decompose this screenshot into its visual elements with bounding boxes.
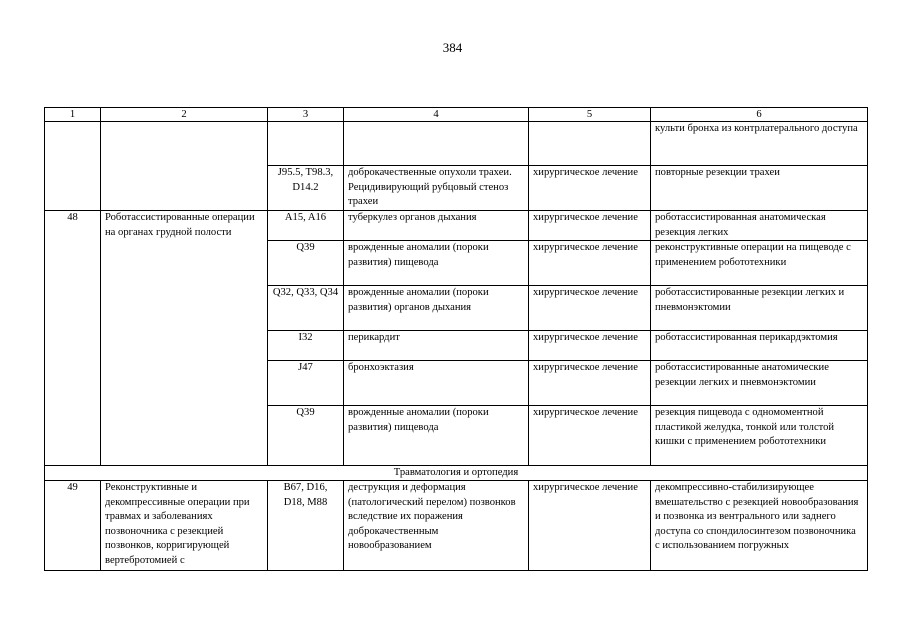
treatment-type-cell: хирургическое лечение: [529, 286, 651, 331]
diagnosis-cell: врожденные аномалии (пороки развития) пищевода: [344, 406, 529, 466]
method-cell: роботассистированные анатомические резекции легких и пневмонэктомии: [651, 361, 868, 406]
row-number-cell: 49: [45, 481, 101, 571]
treatment-type-cell: хирургическое лечение: [529, 166, 651, 211]
medical-procedures-table: [44, 107, 868, 571]
icd-code-cell: Q39: [268, 406, 344, 466]
table-header-row: [45, 108, 868, 122]
diagnosis-cell: бронхоэктазия: [344, 361, 529, 406]
diagnosis-cell: [344, 122, 529, 166]
icd-code-cell: Q32, Q33, Q34: [268, 286, 344, 331]
method-cell: роботассистированная анатомическая резекция легких: [651, 211, 868, 241]
header-cell: 4: [344, 108, 529, 122]
method-cell: реконструктивные операции на пищеводе с применением робототехники: [651, 241, 868, 286]
method-cell: повторные резекции трахеи: [651, 166, 868, 211]
icd-code-cell: B67, D16, D18, M88: [268, 481, 344, 571]
diagnosis-cell: перикардит: [344, 331, 529, 361]
treatment-type-cell: хирургическое лечение: [529, 481, 651, 571]
treatment-type-cell: хирургическое лечение: [529, 211, 651, 241]
icd-code-cell: J47: [268, 361, 344, 406]
icd-code-cell: A15, A16: [268, 211, 344, 241]
treatment-type-cell: хирургическое лечение: [529, 361, 651, 406]
table-row: [45, 122, 868, 166]
diagnosis-cell: доброкачественные опухоли трахеи. Рецидивирующий рубцовый стеноз трахеи: [344, 166, 529, 211]
method-cell: роботассистированные резекции легких и пневмонэктомии: [651, 286, 868, 331]
icd-code-cell: J95.5, T98.3, D14.2: [268, 166, 344, 211]
section-heading: Травматология и ортопедия: [45, 466, 868, 481]
diagnosis-cell: туберкулез органов дыхания: [344, 211, 529, 241]
procedure-name-cell: Реконструктивные и декомпрессивные операции при травмах и заболеваниях позвоночника с резекцией позвонков, корригирующей вертебротомией с: [101, 481, 268, 571]
row-number-cell: [45, 122, 101, 211]
method-cell: резекция пищевода с одномоментной пластикой желудка, тонкой или толстой кишки с применением робототехники: [651, 406, 868, 466]
method-cell: декомпрессивно-стабилизирующее вмешательство с резекцией новообразования и позвонка из вентрального или заднего доступа со спондилосинтезом позвоночника с использованием погружных: [651, 481, 868, 571]
header-cell: 1: [45, 108, 101, 122]
icd-code-cell: [268, 122, 344, 166]
icd-code-cell: Q39: [268, 241, 344, 286]
treatment-type-cell: [529, 122, 651, 166]
header-cell: 2: [101, 108, 268, 122]
procedure-name-cell: Роботассистированные операции на органах грудной полости: [101, 211, 268, 466]
header-cell: 3: [268, 108, 344, 122]
treatment-type-cell: хирургическое лечение: [529, 331, 651, 361]
diagnosis-cell: врожденные аномалии (пороки развития) органов дыхания: [344, 286, 529, 331]
header-cell: 5: [529, 108, 651, 122]
section-row: [45, 466, 868, 481]
header-cell: 6: [651, 108, 868, 122]
diagnosis-cell: деструкция и деформация (патологический перелом) позвонков вследствие их поражения доброкачественным новообразованием: [344, 481, 529, 571]
table-row: [45, 211, 868, 241]
table-row: [45, 481, 868, 571]
treatment-type-cell: хирургическое лечение: [529, 241, 651, 286]
procedure-name-cell: [101, 122, 268, 211]
page-number: 384: [442, 40, 463, 55]
treatment-type-cell: хирургическое лечение: [529, 406, 651, 466]
row-number-cell: 48: [45, 211, 101, 466]
diagnosis-cell: врожденные аномалии (пороки развития) пищевода: [344, 241, 529, 286]
method-cell: культи бронха из контрлатерального доступа: [651, 122, 868, 166]
method-cell: роботассистированная перикардэктомия: [651, 331, 868, 361]
icd-code-cell: I32: [268, 331, 344, 361]
